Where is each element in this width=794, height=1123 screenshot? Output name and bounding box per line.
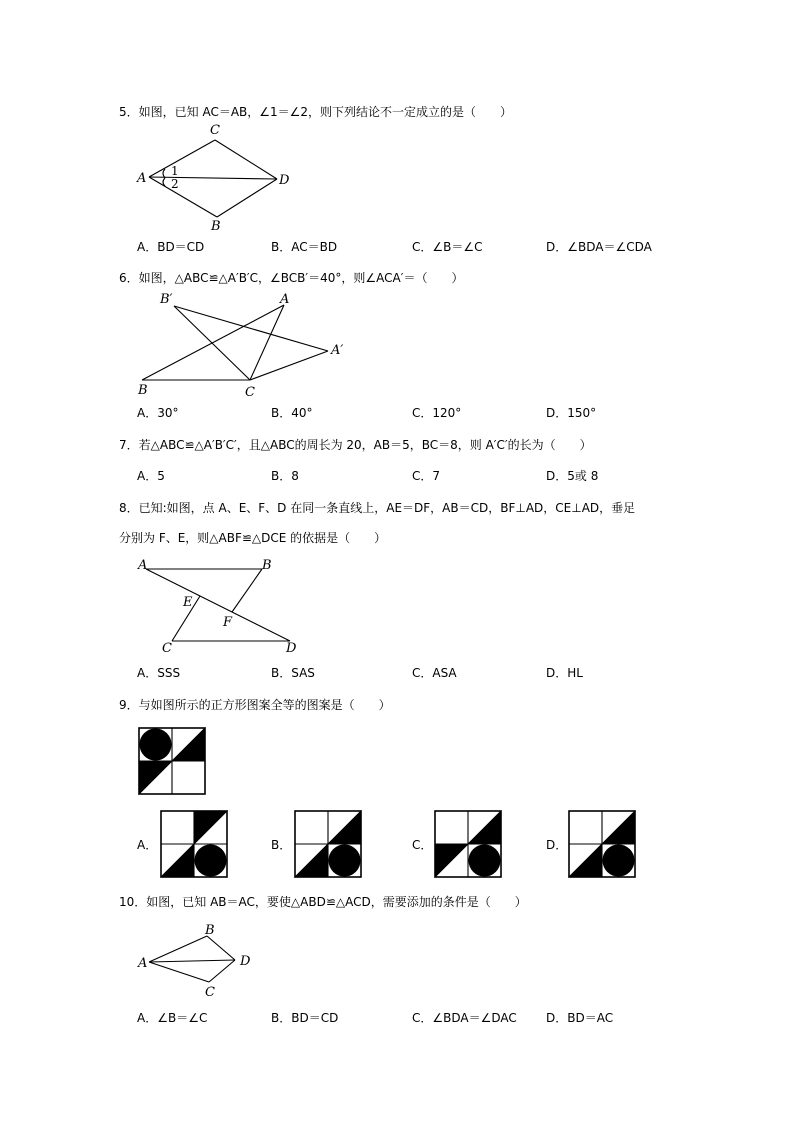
q5-stem: 5．如图，已知 AC＝AB，∠1＝∠2，则下列结论不一定成立的是（ ） [119,105,513,119]
segment-ac [149,962,209,982]
q5-option-d[interactable]: D．∠BDA＝∠CDA [546,240,652,254]
label-c: C [162,641,172,656]
q10-option-d[interactable]: D．BD＝AC [546,1011,614,1025]
triangle-shape [139,761,172,794]
q9-option-c-figure[interactable] [434,810,504,880]
q10-option-c[interactable]: C．∠BDA＝∠DAC [412,1011,517,1025]
q8-stem-line1: 8．已知:如图，点 A、E、F、D 在同一条直线上，AE＝DF，AB＝CD，BF⊥AD，CE⊥AD，垂足 [119,501,636,515]
circle-shape [469,845,500,876]
label-d: D [240,954,251,969]
circle-shape [195,845,226,876]
q10-option-b[interactable]: B．BD＝CD [271,1011,339,1025]
q8-stem-line2: 分别为 F、E，则△ABF≌△DCE 的依据是（ ） [119,531,387,545]
q9-option-b-figure[interactable] [294,810,364,880]
circle-shape [329,845,360,876]
q10-stem: 10．如图，已知 AB＝AC，要使△ABD≌△ACD，需要添加的条件是（ ） [119,895,527,909]
segment-cd [215,140,277,179]
label-d: D [286,641,297,656]
label-b: B [211,219,221,234]
triangle-shape [328,811,361,844]
q6-option-b[interactable]: B．40° [271,406,313,420]
q9-option-c-letter[interactable]: C． [412,838,433,852]
triangle-shape [172,728,205,761]
q6-option-a[interactable]: A．30° [137,406,179,420]
q8-option-b[interactable]: B．SAS [271,666,315,680]
q8-option-c[interactable]: C．ASA [412,666,457,680]
label-a-prime: A′ [331,343,344,358]
q8-figure [132,556,307,656]
label-f: F [223,615,233,630]
segment-bd [217,179,277,217]
q5-figure [135,122,295,234]
label-b: B [262,558,272,573]
segment-ad [149,177,277,179]
q9-stem: 9．与如图所示的正方形图案全等的图案是（ ） [119,698,391,712]
triangle-shape [161,844,194,877]
label-c: C [210,123,220,138]
q9-option-a-letter[interactable]: A． [137,838,158,852]
label-b-prime: B′ [160,292,173,307]
q7-option-c[interactable]: C．7 [412,469,441,483]
q6-option-d[interactable]: D．150° [546,406,597,420]
label-e: E [183,595,193,610]
circle-shape [603,845,634,876]
q7-option-d[interactable]: D．5或 8 [546,469,599,483]
q5-option-a[interactable]: A．BD＝CD [137,240,205,254]
label-d: D [279,173,290,188]
triangle-shape [569,844,602,877]
label-b: B [205,923,215,938]
q5-option-c[interactable]: C．∠B＝∠C [412,240,483,254]
segment-ba [142,305,284,380]
angle-label-2: 2 [171,177,179,191]
segment-bf [232,569,262,612]
q6-figure [132,290,362,400]
triangle-shape [194,811,227,844]
segment-ac [149,140,215,177]
q8-option-a[interactable]: A．SSS [137,666,181,680]
segment-ad [149,960,235,962]
angle-label-1: 1 [171,164,179,178]
label-a: A [137,171,147,186]
label-c: C [205,985,215,1000]
q5-option-b[interactable]: B．AC＝BD [271,240,338,254]
q7-stem: 7．若△ABC≌△A′B′C′，且△ABC的周长为 20，AB＝5，BC＝8，则 A′C′的长为（ ） [119,438,592,452]
label-a: A [138,956,148,971]
label-a: A [138,558,148,573]
segment-ab [149,936,207,962]
q8-option-d[interactable]: D．HL [546,666,583,680]
q9-option-b-letter[interactable]: B． [271,838,292,852]
label-a: A [280,292,290,307]
triangle-shape [468,811,501,844]
q7-option-b[interactable]: B．8 [271,469,299,483]
segment-cd [209,960,235,982]
q10-option-a[interactable]: A．∠B＝∠C [137,1011,208,1025]
q9-option-d-figure[interactable] [568,810,638,880]
q10-figure [135,920,260,1000]
segment-ab [149,177,217,217]
angle-1-arc [163,169,165,178]
triangle-shape [602,811,635,844]
q6-stem: 6．如图，△ABC≌△A′B′C，∠BCB′＝40°，则∠ACA′＝（ ） [119,271,464,285]
q6-option-c[interactable]: C．120° [412,406,462,420]
q7-option-a[interactable]: A．5 [137,469,165,483]
q9-option-a-figure[interactable] [160,810,230,880]
triangle-shape [295,844,328,877]
segment-bd [207,936,235,960]
segment-ad [146,569,290,641]
q9-option-d-letter[interactable]: D． [546,838,568,852]
triangle-shape [435,844,468,877]
label-c: C [245,385,255,400]
label-b: B [138,383,148,398]
q9-reference-square [138,727,208,797]
circle-shape [140,729,171,760]
